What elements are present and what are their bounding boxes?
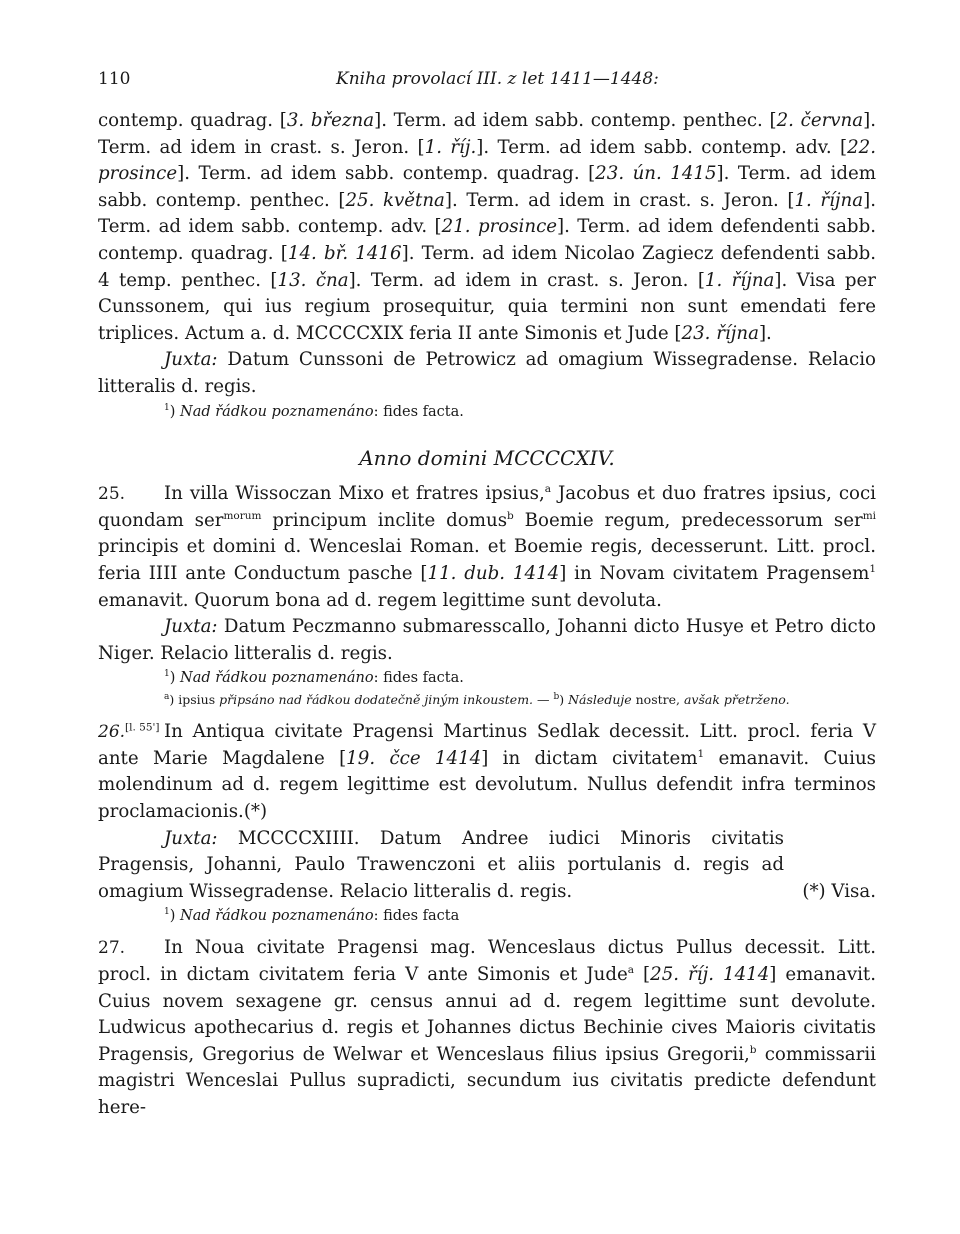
- juxta-row: [98, 826, 876, 906]
- section-title: Anno domini MCCCCXIV.: [359, 445, 615, 470]
- footnote: $^1$) Nad řádkou poznamenáno: fides facta: [164, 907, 460, 925]
- page-number: 110: [98, 69, 131, 89]
- footnote: $^1$) Nad řádkou poznamenáno: fides facta.: [164, 669, 464, 687]
- folio-mark: [l. 55']: [125, 721, 160, 734]
- entry-number: 25.: [98, 484, 126, 505]
- visa-mark: (*) Visa.: [802, 880, 876, 902]
- page-header: [98, 66, 876, 94]
- footnote-letters: $^a$) ipsius připsáno nad řádkou dodatečně jiným inkoustem. — $^b$) Následuje nostre, avšak přetrženo.: [164, 692, 790, 708]
- footnote: $^1$) Nad řádkou poznamenáno: fides facta.: [164, 402, 464, 420]
- entry-27: 27. In Noua civitate Pragensi mag. Wenceslaus dictus Pullus decessit. Litt. procl. in dictam civitatem feria V ante Simonis et Jude$^a$ [25. říj. 1414] emanavit. Cuius novem sexagene gr. census annui ad d. regem legittime sunt devolute. Ludwicus apothecarius d. regis et Johannes dictus Bechinie cives Maioris civitatis Pragensis, Gregorius de Welwar et Wenceslaus filius ipsius Gregorii,$^b$ commissarii magistri Wenceslai Pullus supradicti, secundum ius civitatis predicte defendunt here-: [98, 937, 876, 1118]
- entry-number: 27.: [98, 938, 126, 959]
- entry-26: 26.[l. 55'] In Antiqua civitate Pragensi Martinus Sedlak decessit. Litt. procl. feria V ante Marie Magdalene [19. čce 1414] in dictam civitatem$^1$ emanavit. Cuius molendinum ad d. regem legittime est devolutum. Nullus defendit infra terminos proclamacionis.(*): [98, 721, 876, 823]
- entry-number: 26.[l. 55']: [98, 721, 160, 743]
- paragraph-continuation: contemp. quadrag. [3. března]. Term. ad idem sabb. contemp. penthec. [2. června]. Term. ad idem in crast. s. Jeron. [1. říj.]. Term. ad idem sabb. contemp. adv. [22. prosince]. Term. ad idem sabb. contemp. quadrag. [23. ún. 1415]. Term. ad idem sabb. contemp. penthec. [25. května]. Term. ad idem in crast. s. Jeron. [1. října]. Term. ad idem sabb. contemp. adv. [21. prosince]. Term. ad idem defendenti sabb. contemp. quadrag. [14. bř. 1416]. Term. ad idem Nicolao Zagiecz defendenti sabb. 4 temp. penthec. [13. čna]. Term. ad idem in crast. s. Jeron. [1. října]. Visa per Cunssonem, qui ius regium prosequitur, quia termini non sunt emendati fere triplices. Actum a. d. MCCCCXIX feria II ante Simonis et Jude [23. října].: [98, 110, 876, 344]
- juxta-paragraph: Juxta: MCCCCXIIII. Datum Andree iudici Minoris civitatis Pragensis, Johanni, Paulo Trawenczoni et aliis portulanis d. regis ad omagium Wissegradense. Relacio litteralis d. regis.: [98, 827, 784, 902]
- juxta-paragraph: Juxta: Datum Peczmanno submaresscallo, Johanni dicto Husye et Petro dicto Niger. Relacio litteralis d. regis.: [98, 616, 876, 664]
- entry-25: 25. In villa Wissoczan Mixo et fratres ipsius,$^a$ Jacobus et duo fratres ipsius, coci quondam ser$^{morum}$ principum inclite domus$^b$ Boemie regum, predecessorum ser$^{mi}$ principis et domini d. Wenceslai Roman. et Boemie regis, decesserunt. Litt. procl. feria IIII ante Conductum pasche [11. dub. 1414] in Novam civitatem Pragensem$^1$ emanavit. Quorum bona ad d. regem legittime sunt devoluta.: [98, 483, 877, 611]
- running-title: Kniha provolací III. z let 1411—1448:: [336, 69, 659, 89]
- document-page: [98, 66, 876, 1122]
- juxta-paragraph: Juxta: Datum Cunssoni de Petrowicz ad omagium Wissegradense. Relacio litteralis d. regis.: [98, 349, 876, 397]
